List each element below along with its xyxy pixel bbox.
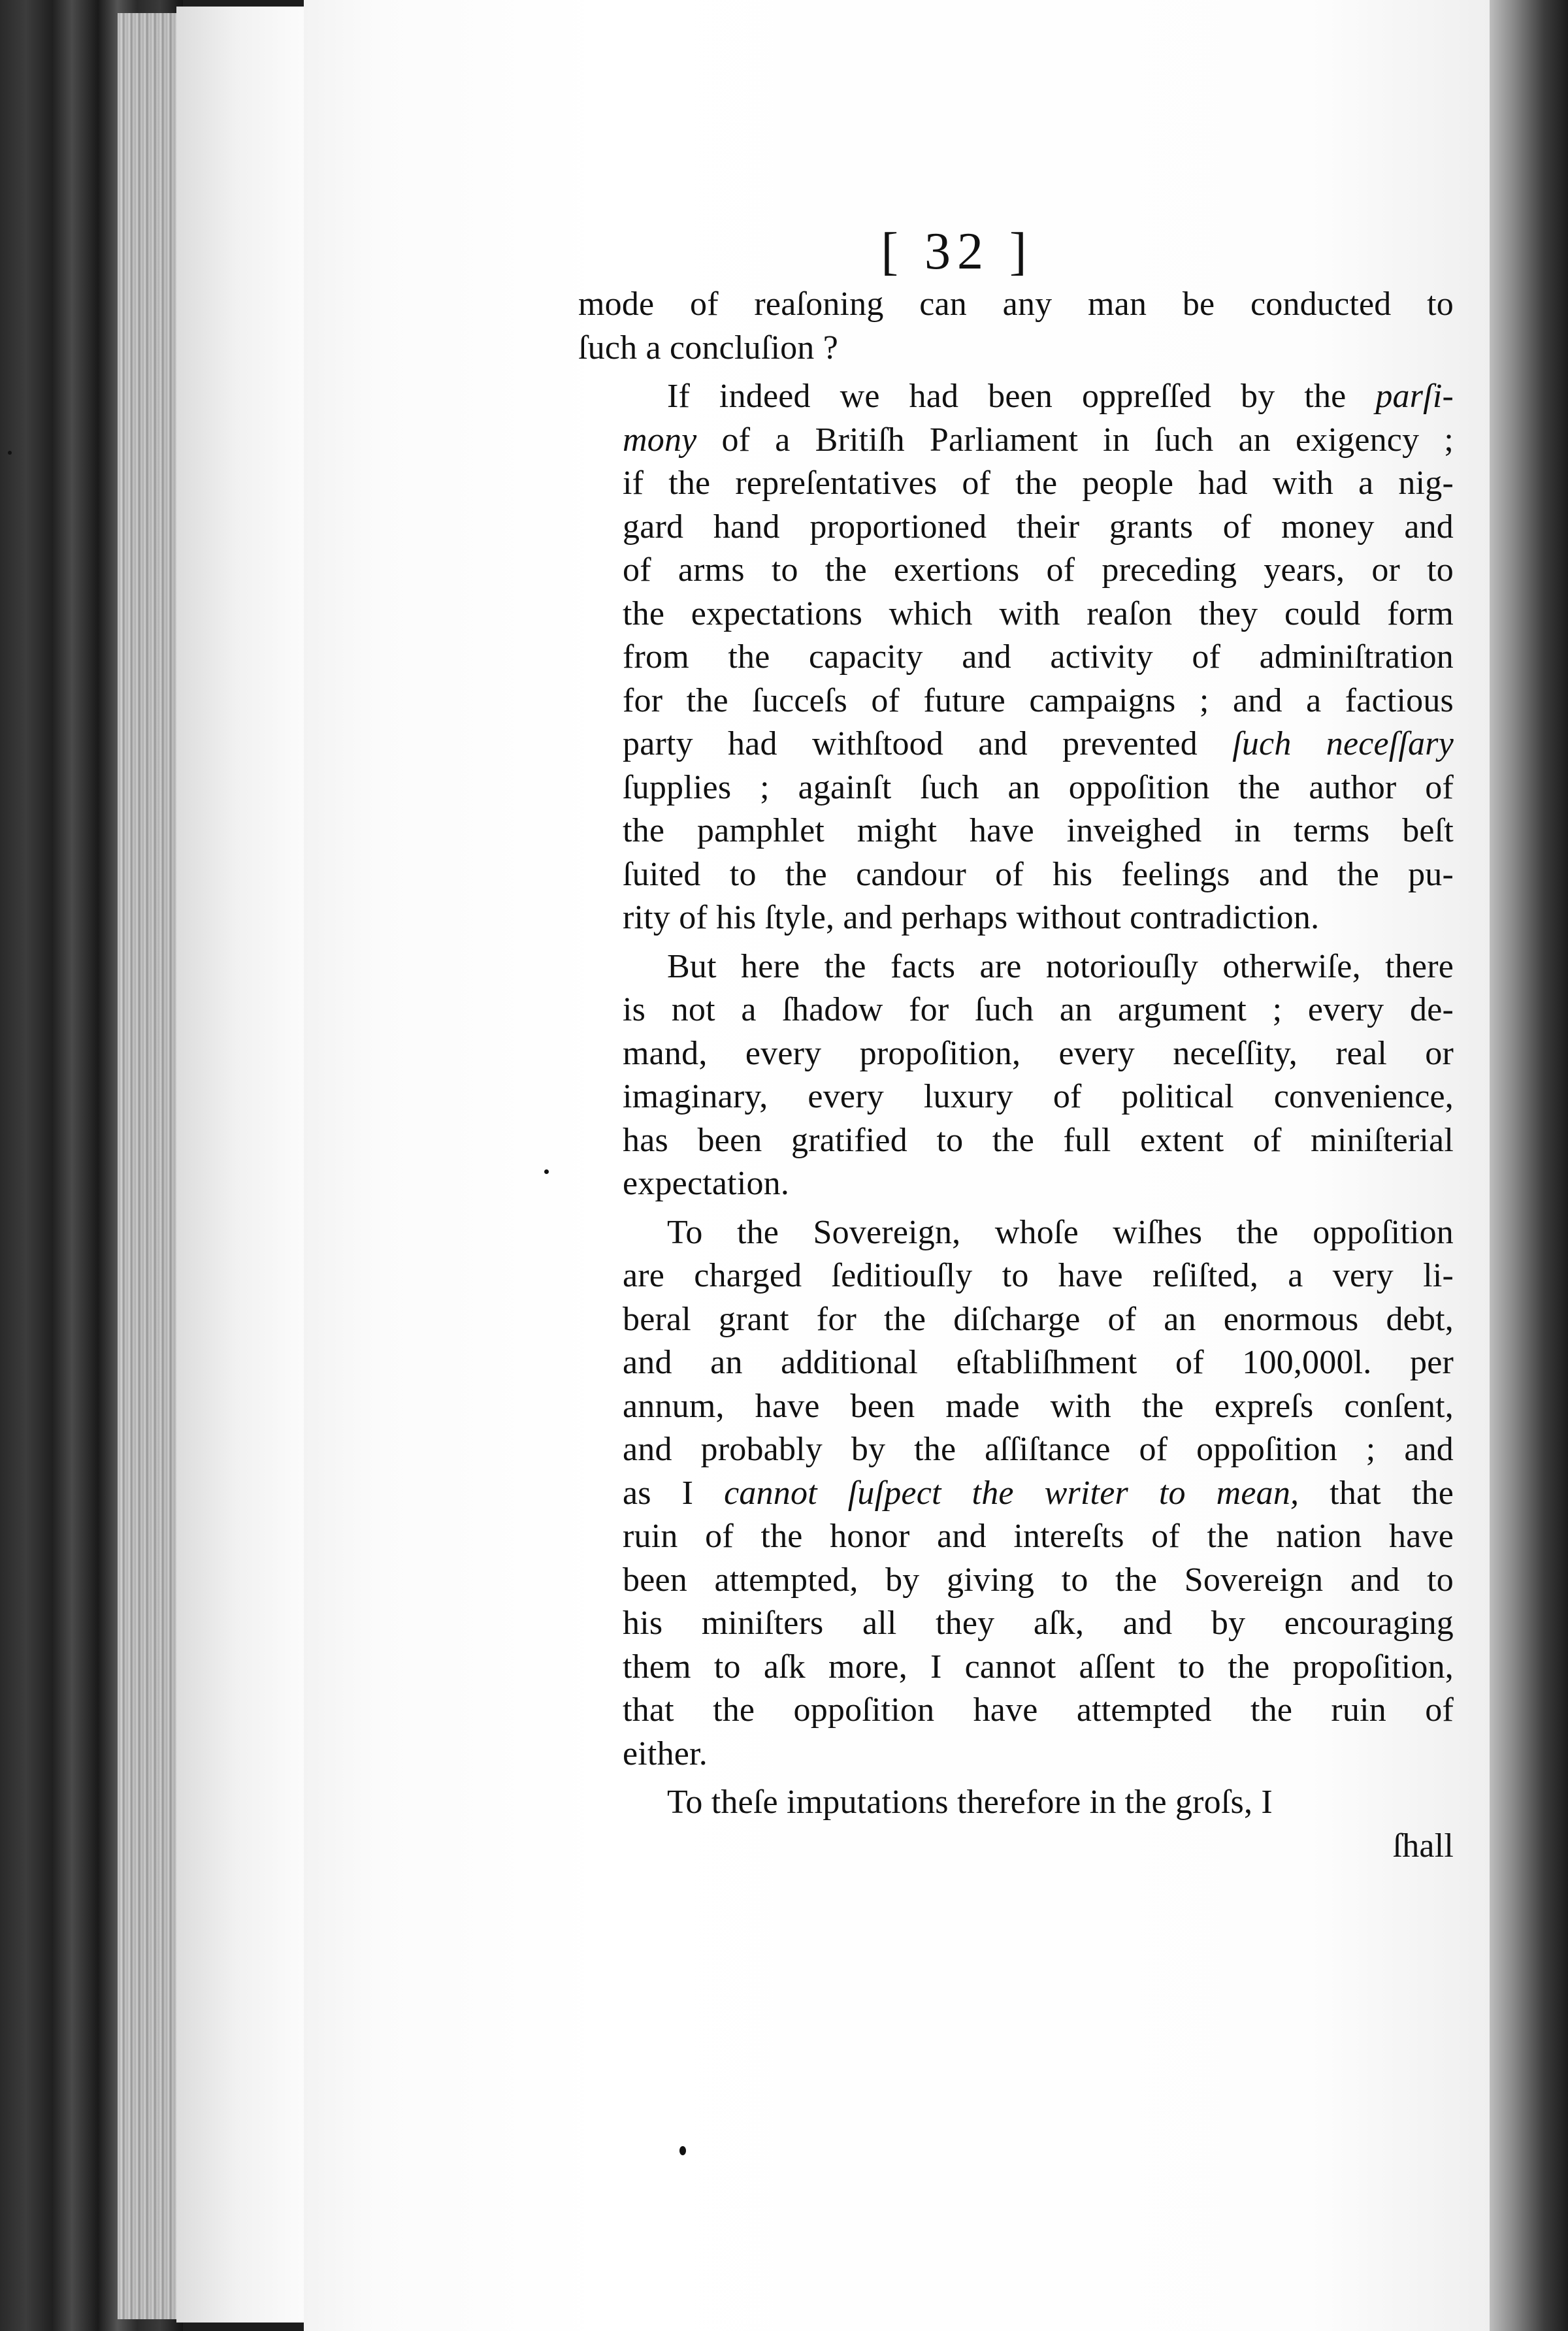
text-line: mand, every propoſition, every neceſſity, real or	[623, 1034, 1454, 1072]
text-line: To theſe imputations therefore in the groſs, I	[667, 1784, 1273, 1821]
right-page-edge	[1490, 0, 1568, 2331]
text-line: ſuch a concluſion ?	[578, 329, 838, 367]
text-line: has been gratified to the full extent of miniſterial	[623, 1121, 1454, 1159]
dust-speck	[8, 451, 12, 455]
text-line: for the ſucceſs of future campaigns ; and a factious	[623, 681, 1454, 719]
text-line: been attempted, by giving to the Sovereign and to	[623, 1561, 1454, 1599]
text-line: annum, have been made with the expreſs conſent,	[623, 1387, 1454, 1425]
text-line: that the oppoſition have attempted the ruin of	[623, 1691, 1454, 1729]
text-line: are charged ſeditiouſly to have reſiſted, a very li-	[623, 1257, 1454, 1294]
text-line: them to aſk more, I cannot aſſent to the propoſition,	[623, 1648, 1454, 1686]
paragraph	[578, 1211, 1454, 1776]
text-line: the pamphlet might have inveighed in terms beſt	[623, 812, 1454, 849]
text-line: his miniſters all they aſk, and by encouraging	[623, 1605, 1454, 1642]
paragraph	[578, 945, 1454, 1206]
page-text	[578, 225, 1454, 1868]
text-line: To the Sovereign, whoſe wiſhes the oppoſition	[667, 1213, 1454, 1251]
text-line: as I cannot ſuſpect the writer to mean, that the	[623, 1474, 1454, 1512]
catchword: ſhall	[1392, 1827, 1454, 1865]
text-line: and an additional eſtabliſhment of 100,000l. per	[623, 1344, 1454, 1381]
text-line: mode of reaſoning can any man be conducted to	[578, 285, 1454, 323]
text-line: imaginary, every luxury of political convenience,	[623, 1078, 1454, 1115]
text-line: the expectations which with reaſon they could form	[623, 595, 1454, 632]
text-line: if the repreſentatives of the people had with a nig-	[623, 465, 1454, 502]
text-line: ſupplies ; againſt ſuch an oppoſition the author of	[623, 768, 1454, 806]
page-edges	[118, 13, 183, 2319]
text-line: is not a ſhadow for ſuch an argument ; every de-	[623, 991, 1454, 1028]
italic-phrase: mony	[623, 421, 697, 459]
paragraphs	[578, 283, 1454, 1825]
page-number: [ 32 ]	[881, 223, 1034, 280]
text-line: ſuited to the candour of his feelings and the pu-	[623, 855, 1454, 893]
text-line: and probably by the aſſiſtance of oppoſition ; and	[623, 1431, 1454, 1468]
italic-phrase: cannot ſuſpect the writer to mean,	[724, 1474, 1299, 1512]
text-line: from the capacity and activity of adminiſtration	[623, 638, 1454, 676]
text-line: But here the facts are notoriouſly otherwiſe, there	[667, 947, 1454, 985]
paragraph	[578, 1781, 1454, 1825]
text-line: rity of his ſtyle, and perhaps without contradiction.	[623, 899, 1320, 936]
italic-phrase: parſi-	[1375, 378, 1454, 415]
dust-speck	[544, 1169, 549, 1174]
text-line: ruin of the honor and intereſts of the nation have	[623, 1518, 1454, 1555]
text-line: gard hand proportioned their grants of money and	[623, 508, 1454, 546]
text-line: party had withſtood and prevented ſuch neceſſary	[623, 725, 1454, 762]
text-line: of arms to the exertions of preceding years, or to	[623, 551, 1454, 589]
italic-phrase: ſuch neceſſary	[1232, 725, 1454, 762]
dust-speck	[679, 2146, 686, 2155]
paragraph	[578, 375, 1454, 940]
paragraph	[578, 283, 1454, 370]
text-line: beral grant for the diſcharge of an enormous debt,	[623, 1300, 1454, 1338]
text-line: If indeed we had been oppreſſed by the parſi-	[667, 378, 1454, 415]
text-line: mony of a Britiſh Parliament in ſuch an exigency ;	[623, 421, 1454, 459]
text-line: expectation.	[623, 1165, 790, 1202]
text-line: either.	[623, 1735, 708, 1772]
